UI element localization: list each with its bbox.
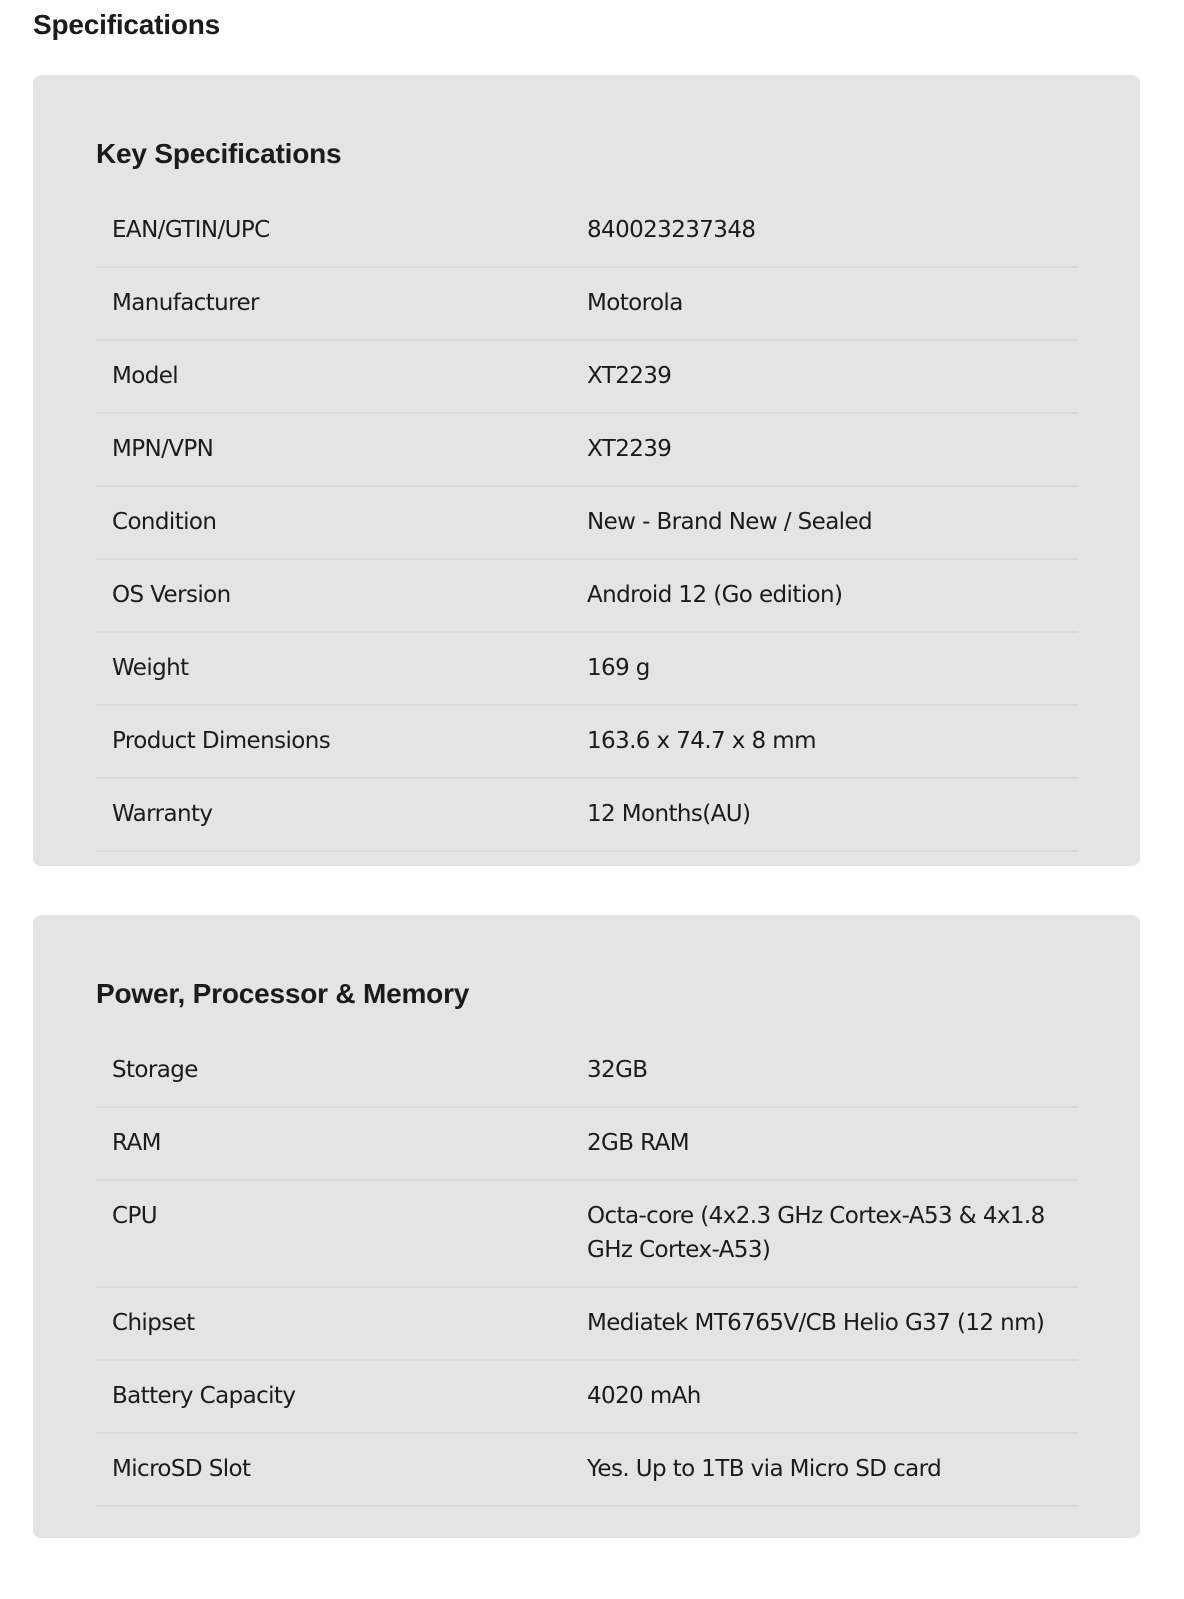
spec-value: Android 12 (Go edition) [587, 582, 843, 608]
spec-row [96, 1434, 1078, 1507]
spec-row [96, 633, 1078, 706]
section-title: Power, Processor & Memory [96, 978, 470, 1009]
spec-value: 840023237348 [587, 217, 756, 243]
spec-value: 163.6 x 74.7 x 8 mm [587, 728, 816, 754]
spec-value: 4020 mAh [587, 1383, 701, 1409]
spec-label: Condition [112, 509, 217, 535]
spec-value: 169 g [587, 655, 650, 681]
spec-row [96, 560, 1078, 633]
spec-label: Model [112, 363, 179, 389]
spec-label: Warranty [112, 801, 213, 827]
spec-label: Battery Capacity [112, 1383, 296, 1409]
spec-label: Product Dimensions [112, 728, 331, 754]
spec-row [96, 341, 1078, 414]
spec-value: XT2239 [587, 436, 672, 462]
spec-label: Manufacturer [112, 290, 259, 316]
spec-table [96, 1035, 1078, 1507]
spec-label: Weight [112, 655, 189, 681]
spec-value: Yes. Up to 1TB via Micro SD card [587, 1456, 942, 1482]
power-processor-memory-panel [33, 915, 1140, 1538]
spec-value: 32GB [587, 1057, 648, 1083]
spec-value: New - Brand New / Sealed [587, 509, 873, 535]
spec-label: MPN/VPN [112, 436, 214, 462]
spec-row [96, 1108, 1078, 1181]
spec-value: Motorola [587, 290, 683, 316]
spec-label: CPU [112, 1203, 157, 1229]
spec-table [96, 195, 1078, 852]
spec-row [96, 1288, 1078, 1361]
spec-row [96, 195, 1078, 268]
spec-label: RAM [112, 1130, 161, 1156]
spec-row [96, 1181, 1078, 1288]
spec-label: Chipset [112, 1310, 195, 1336]
spec-label: Storage [112, 1057, 198, 1083]
key-specifications-panel [33, 75, 1140, 866]
spec-label: OS Version [112, 582, 231, 608]
spec-value: 12 Months(AU) [587, 801, 751, 827]
spec-row [96, 414, 1078, 487]
spec-row [96, 268, 1078, 341]
page-title: Specifications [33, 9, 221, 40]
spec-value: 2GB RAM [587, 1130, 689, 1156]
spec-label: MicroSD Slot [112, 1456, 251, 1482]
spec-row [96, 1361, 1078, 1434]
spec-row [96, 487, 1078, 560]
spec-value: Mediatek MT6765V/CB Helio G37 (12 nm) [587, 1310, 1045, 1336]
spec-row [96, 706, 1078, 779]
spec-value: XT2239 [587, 363, 672, 389]
spec-value: Octa-core (4x2.3 GHz Cortex-A53 & 4x1.8 GHz Cortex-A53) [587, 1203, 1045, 1263]
spec-label: EAN/GTIN/UPC [112, 217, 270, 243]
spec-row [96, 779, 1078, 852]
section-title: Key Specifications [96, 138, 342, 169]
spec-row [96, 1035, 1078, 1108]
